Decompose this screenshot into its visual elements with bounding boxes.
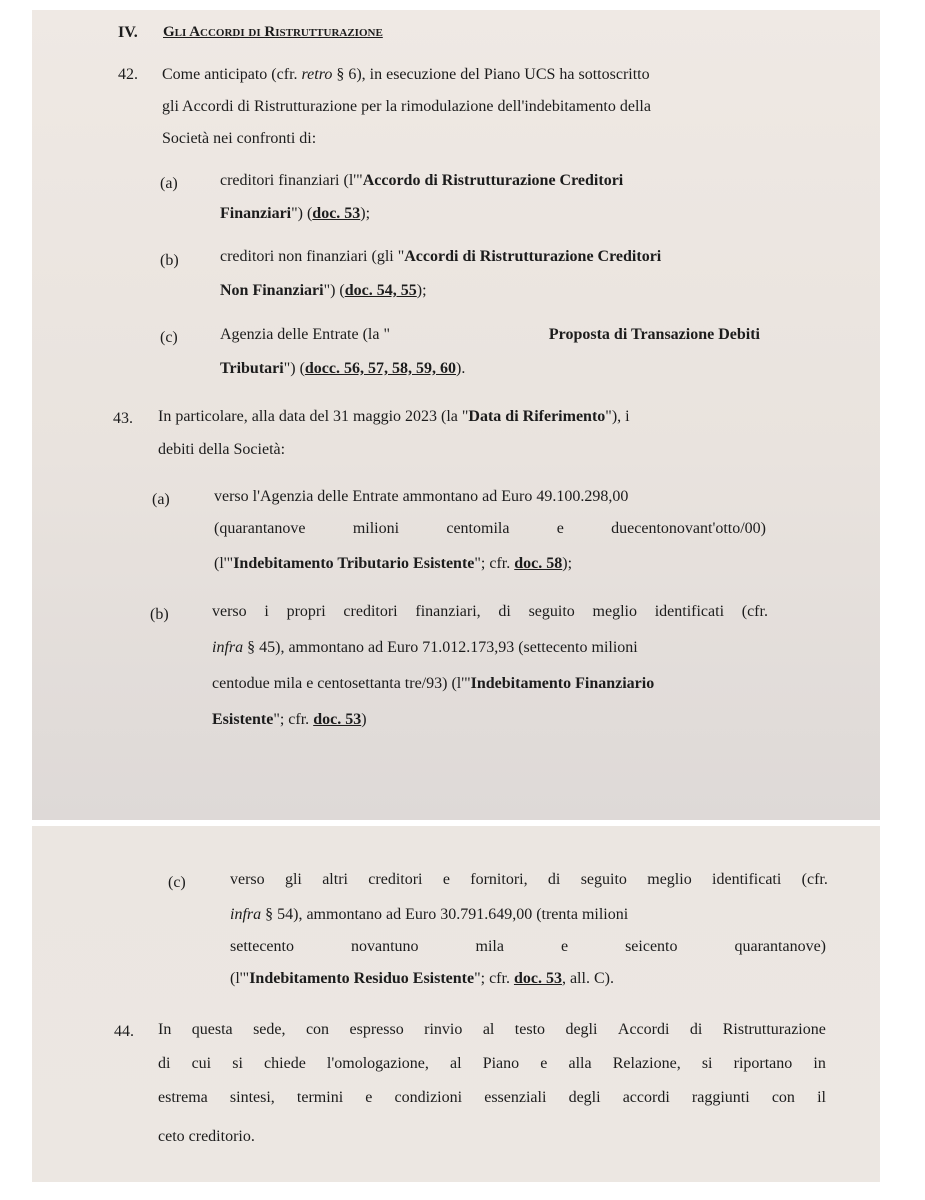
doc-reference: doc. 53 bbox=[313, 711, 362, 728]
text-line: Finanziari") (doc. 53); bbox=[220, 205, 371, 222]
doc-reference: doc. 58 bbox=[514, 555, 563, 572]
text-line: (l'"Indebitamento Tributario Esistente"; cfr. doc. 58); bbox=[214, 555, 573, 572]
section-title: Gli Accordi di Ristrutturazione bbox=[163, 24, 383, 40]
text-line: verso gli altri creditori e fornitori, di seguito meglio identificati (cfr. bbox=[230, 871, 828, 888]
text-line: infra § 54), ammontano ad Euro 30.791.649,00 (trenta milioni bbox=[230, 906, 629, 923]
text-line: Società nei confronti di: bbox=[162, 130, 317, 147]
text-line: settecento novantuno mila e seicento quarantanove) bbox=[230, 938, 826, 955]
item-label: (a) bbox=[152, 491, 170, 508]
paragraph-number: 42. bbox=[118, 66, 138, 83]
text-line: In questa sede, con espresso rinvio al testo degli Accordi di Ristrutturazione bbox=[158, 1021, 826, 1038]
text-line: Agenzia delle Entrate (la " Proposta di Transazione Debiti bbox=[220, 326, 760, 343]
text-line: di cui si chiede l'omologazione, al Piano e alla Relazione, si riportano in bbox=[158, 1055, 826, 1072]
text-line: estrema sintesi, termini e condizioni essenziali degli accordi raggiunti con il bbox=[158, 1089, 826, 1106]
text-line: (l'"Indebitamento Residuo Esistente"; cfr. doc. 53, all. C). bbox=[230, 970, 614, 987]
item-label: (c) bbox=[168, 874, 186, 891]
item-label: (a) bbox=[160, 175, 178, 192]
doc-reference: doc. 53 bbox=[312, 205, 361, 222]
text-line: Come anticipato (cfr. retro § 6), in esecuzione del Piano UCS ha sottoscritto bbox=[162, 66, 650, 83]
text-line: creditori finanziari (l'"Accordo di Ristrutturazione Creditori bbox=[220, 172, 624, 189]
item-label: (b) bbox=[160, 252, 179, 269]
text-line: creditori non finanziari (gli "Accordi di Ristrutturazione Creditori bbox=[220, 248, 662, 265]
item-label: (b) bbox=[150, 606, 169, 623]
text-line: centodue mila e centosettanta tre/93) (l'"Indebitamento Finanziario bbox=[212, 675, 655, 692]
text-line: gli Accordi di Ristrutturazione per la rimodulazione dell'indebitamento della bbox=[162, 98, 651, 115]
doc-reference: docc. 56, 57, 58, 59, 60 bbox=[304, 360, 456, 377]
item-label: (c) bbox=[160, 329, 178, 346]
text-line: verso l'Agenzia delle Entrate ammontano ad Euro 49.100.298,00 bbox=[214, 488, 629, 505]
text-line: Tributari") (docc. 56, 57, 58, 59, 60). bbox=[220, 360, 466, 377]
text-line: verso i propri creditori finanziari, di seguito meglio identificati (cfr. bbox=[212, 603, 768, 620]
text-line: (quarantanove milioni centomila e duecentonovant'otto/00) bbox=[214, 520, 766, 537]
section-number: IV. bbox=[118, 24, 138, 41]
text-line: ceto creditorio. bbox=[158, 1128, 255, 1145]
text-line: Esistente"; cfr. doc. 53) bbox=[212, 711, 367, 728]
text-line: Non Finanziari") (doc. 54, 55); bbox=[220, 282, 427, 299]
paragraph-number: 44. bbox=[114, 1023, 134, 1040]
text-line: debiti della Società: bbox=[158, 441, 286, 458]
doc-reference: doc. 54, 55 bbox=[344, 282, 417, 299]
paragraph-number: 43. bbox=[113, 410, 133, 427]
doc-reference: doc. 53 bbox=[513, 970, 562, 987]
text-line: infra § 45), ammontano ad Euro 71.012.173,93 (settecento milioni bbox=[212, 639, 638, 656]
text-line: In particolare, alla data del 31 maggio 2023 (la "Data di Riferimento"), i bbox=[158, 408, 630, 425]
